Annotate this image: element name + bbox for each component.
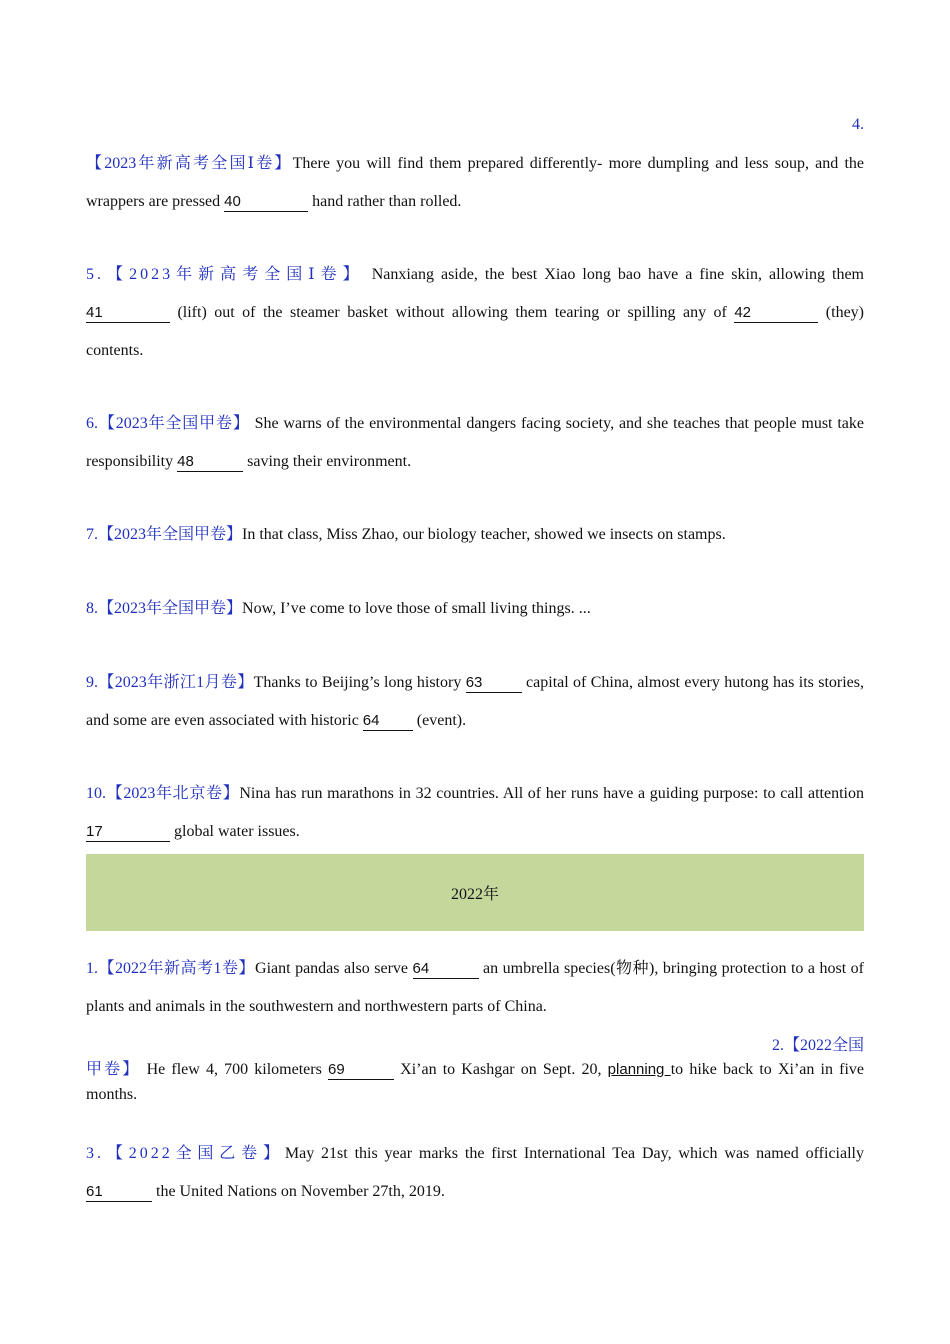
question-source: 6.【2023年全国甲卷】: [86, 415, 250, 432]
answer-blank: 41: [86, 304, 170, 323]
question-2022-1: [86, 950, 864, 1026]
question-text: the United Nations on November 27th, 2019.: [152, 1183, 445, 1200]
question-7: [86, 516, 864, 554]
question-text: Now, I’ve come to love those of small living things. ...: [242, 600, 591, 617]
question-source: 9.【2023年浙江1月卷】: [86, 674, 254, 691]
question-source: 甲卷】: [86, 1061, 141, 1078]
question-source: 3.【2022全国乙卷】: [86, 1145, 285, 1162]
section-banner-2022: [86, 854, 864, 931]
answer-blank: 64: [363, 712, 413, 731]
question-text: saving their environment.: [243, 453, 412, 470]
question-text: In that class, Miss Zhao, our biology teacher, showed we insects on stamps.: [242, 526, 726, 543]
question-source: 【2023年新高考全国Ⅰ卷】: [86, 155, 293, 172]
question-2022-3: [86, 1135, 864, 1211]
question-text: Xi’an to Kashgar on Sept. 20,: [393, 1061, 608, 1078]
question-10: [86, 775, 864, 851]
question-text: She warns of the environmental dangers facing society, and she teaches that people must take responsibility: [86, 415, 864, 470]
question-4: [86, 145, 864, 221]
question-5: [86, 256, 864, 370]
underlined-word: planning: [607, 1061, 671, 1078]
question-text: to hike back to Xi’an in five months.: [86, 1061, 865, 1103]
question-text: He flew 4, 700 kilometers: [140, 1061, 328, 1078]
answer-blank: 40: [224, 193, 308, 212]
question-number: 4.: [852, 116, 864, 133]
question-8: [86, 590, 864, 628]
question-6: [86, 405, 864, 481]
answer-blank: 61: [86, 1183, 152, 1202]
section-title: 2022年: [450, 886, 499, 903]
question-text: capital of China, almost every hutong has its stories, and some are even associated with historic: [86, 674, 865, 729]
question-9: [86, 664, 864, 740]
question-text: (they) contents.: [86, 304, 865, 359]
question-text: Giant pandas also serve: [255, 960, 413, 977]
question-source: 1.【2022年新高考1卷】: [86, 960, 256, 977]
question-2022-2: [86, 1057, 864, 1107]
answer-blank: 69: [328, 1061, 394, 1080]
answer-blank: 48: [177, 453, 243, 472]
question-text: (lift) out of the steamer basket without allowing them tearing or spilling any of: [170, 304, 735, 321]
question-source: 2.【2022全国: [771, 1037, 864, 1054]
question-text: Nanxiang aside, the best Xiao long bao have a fine skin, allowing them: [364, 266, 864, 283]
answer-blank: 63: [466, 674, 522, 693]
question-text: May 21st this year marks the first International Tea Day, which was named officially: [284, 1145, 864, 1162]
question-text: (event).: [412, 712, 467, 729]
answer-blank: 17: [86, 823, 170, 842]
question-text: There you will find them prepared differently- more dumpling and less soup, and the wrappers are pressed: [86, 155, 865, 210]
question-source: 7.【2023年全国甲卷】: [86, 526, 243, 543]
question-text: Thanks to Beijing’s long history: [253, 674, 466, 691]
question-text: an umbrella species(物种), bringing protection to a host of plants and animals in the southwestern and northwestern parts of China.: [86, 960, 864, 1015]
question-text: global water issues.: [170, 823, 300, 840]
question-text: hand rather than rolled.: [308, 193, 462, 210]
question-source: 10.【2023年北京卷】: [86, 785, 240, 802]
question-source: 5.【2023年新高考全国Ⅰ卷】: [86, 266, 365, 283]
answer-blank: 42: [734, 304, 818, 323]
answer-blank: 64: [413, 960, 479, 979]
question-source: 8.【2023年全国甲卷】: [86, 600, 243, 617]
question-text: Nina has run marathons in 32 countries. All of her runs have a guiding purpose: to call attention: [239, 785, 864, 802]
